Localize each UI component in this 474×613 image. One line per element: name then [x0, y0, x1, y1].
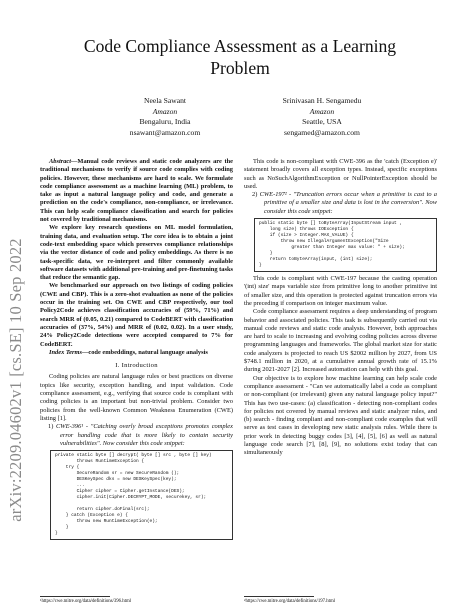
paper-title	[40, 35, 440, 79]
right-paragraph-3: Code compliance assessment requires a deep understanding of program behavior and associated policies. This task is subsequently carried out via manual code reviews and static code analysis. However, both approaches are hard to scale to increasing and evolving coding policies across diverse programming languages and frameworks. The global market size for static code analyzers is projected to reach US $2002 million by 2027, from US $748.1 million in 2020, at a cumulative annual growth rate of 15.1% during 2021-2027 [2]. Increased automation can help with this goal.	[244, 308, 437, 374]
author-email: nsawant@amazon.com	[129, 127, 201, 137]
abstract-paragraph-2: We explore key research questions on ML model formulation, training data, and evaluation setup. The core idea is to obtain a joint code-text embedding space which preserves compliance relationships via the vector distance of code and policy embeddings. As there is no task-specific data, we re-interpret and filter commonly available software datasets with additional pre-training and pre-finetuning tasks that reduce the semantic gap.	[40, 224, 233, 282]
index-terms-text: —code embeddings, natural language analysis	[81, 348, 208, 356]
list-item-number: 2)	[252, 191, 258, 199]
footnote-rule	[244, 596, 314, 597]
right-paragraph-4: Our objective is to explore how machine learning can help scale code compliance assessment - "Can we automatically label a code as compliant or non-compliant (or irrelevant) given any natural language policy input?" This has two use-cases: (a) classification - detecting non-compliant codes for policies not covered by manual reviews and static analyzer rules, and (b) search - finding compliant and non-compliant code examples that will serve as test cases in developing new static analysis rules. While there is prior work in detecting buggy codes [3], [4], [5], [6] as well as natural language code search [7], [8], [9], no solutions exist today that can simultaneously	[244, 374, 437, 457]
right-paragraph-2: This code is compliant with CWE-197 because the casting operation '(int) size' maps variable size from primitive long to another primitive int of smaller size, and this operation is protected against truncation errors via the preceding if comparison on integer maximum value.	[244, 275, 437, 307]
list-item-cwe-197	[244, 191, 437, 216]
author-block-1	[80, 96, 250, 138]
index-terms-label: Index Terms	[49, 348, 82, 356]
list-item-number: 1)	[48, 423, 54, 431]
author-block-2	[237, 96, 407, 138]
abstract-text: —Manual code reviews and static code analyzers are the traditional mechanisms to verify if source code complies with coding policies. However, these mechanisms are hard to scale. We formulate code compliance assessment as a machine learning (ML) problem, to take as input a natural language policy and code, and generate a prediction on the code's compliance, non-compliance, or irrelevance. This can help scale compliance classification and search for policies not covered by traditional mechanisms.	[40, 158, 233, 224]
footnote-right	[244, 596, 437, 605]
author-email: sengamed@amazon.com	[284, 127, 360, 137]
footnote-1: ¹https://cwe.mitre.org/data/definitions/396.html	[40, 599, 132, 604]
arxiv-identifier: arXiv:2209.04602v1 [cs.SE] 10 Sep 2022	[6, 238, 25, 522]
list-item-text: CWE-396¹ - "Catching overly broad exceptions promotes complex error handling code that is more likely to contain security vulnerabilities". Now consider this code snippet:	[56, 423, 233, 447]
author-name: Neela Sawant	[144, 96, 186, 105]
right-paragraph-1: This code is non-compliant with CWE-396 as the 'catch (Exception e)' statement broadly covers all exception types. Instead, specific exceptions such as NoSuchAlgorithmException or NullPointerException should be used.	[244, 158, 437, 190]
code-snippet-tobytearray: public static byte [] toByteArray(InputStream input , long size) throws IOException { if (size > Integer.MAX_VALUE) { throw new IllegalArgumentException("Size greater than Integer max value: " + size); } return toByteArray(input, (int) size); }	[254, 218, 437, 272]
title-line-2: Problem	[210, 58, 270, 78]
author-affiliation: Amazon	[309, 106, 335, 116]
abstract-paragraph-3: We benchmarked our approach on two listings of coding policies (CWE and CBP). This is a zero-shot evaluation as none of the policies occur in the training set. On CWE and CBP respectively, our tool Policy2Code achieves classification accuracies of (59%, 71%) and search MRR of (0.05, 0.21) compared to CodeBERT with classification accuracies of (37%, 54%) and MRR of (0.02, 0.02). In a user study, 24% Policy2Code detections were accepted compared to 7% for CodeBERT.	[40, 282, 233, 348]
section-heading-introduction: I. Introduction	[115, 362, 158, 370]
left-column	[40, 158, 233, 543]
abstract-label: Abstract	[49, 158, 72, 165]
index-terms	[40, 349, 233, 357]
right-column	[244, 158, 437, 458]
list-item-cwe-396	[40, 423, 233, 448]
list-item-text: CWE-197² - "Truncation errors occur when a primitive is cast to a primitive of a smaller size and data is lost in the conversion". Now consider this code snippet:	[259, 191, 437, 215]
footnote-rule	[40, 596, 110, 597]
title-line-1: Code Compliance Assessment as a Learning	[83, 36, 397, 56]
footnote-left	[40, 596, 233, 605]
abstract-paragraph-1	[40, 158, 233, 224]
intro-paragraph-1: Coding policies are natural language rules or best practices on diverse topics like security, exception handling, and input validation. Code compliance assessment, e.g., verifying that source code is compliant with coding policies is an important but non-trivial problem. Consider two policies from the well-known Common Weakness Enumeration (CWE) listing [1].	[40, 373, 233, 422]
author-location: Seattle, USA	[302, 117, 342, 127]
footnote-2: ²https://cwe.mitre.org/data/definitions/197.html	[244, 599, 336, 604]
author-name: Srinivasan H. Sengamedu	[282, 96, 362, 105]
author-affiliation: Amazon	[152, 106, 178, 116]
code-snippet-decrypt: private static byte [] decrypt( byte [] src , byte [] key) throws RuntimeException { try { SecureRandom sr = new SecureRandom (); DESKeySpec dks = new DESKeySpec(key); ... Cipher cipher = Cipher.getInstance(DES); cipher.init(Cipher.DECRYPT_MODE, securekey, sr); return cipher.doFinal(src); } catch (Exception e) { throw new RuntimeException(e); } }	[50, 450, 233, 540]
author-location: Bengaluru, India	[139, 117, 191, 127]
arxiv-sidebar	[2, 170, 30, 590]
